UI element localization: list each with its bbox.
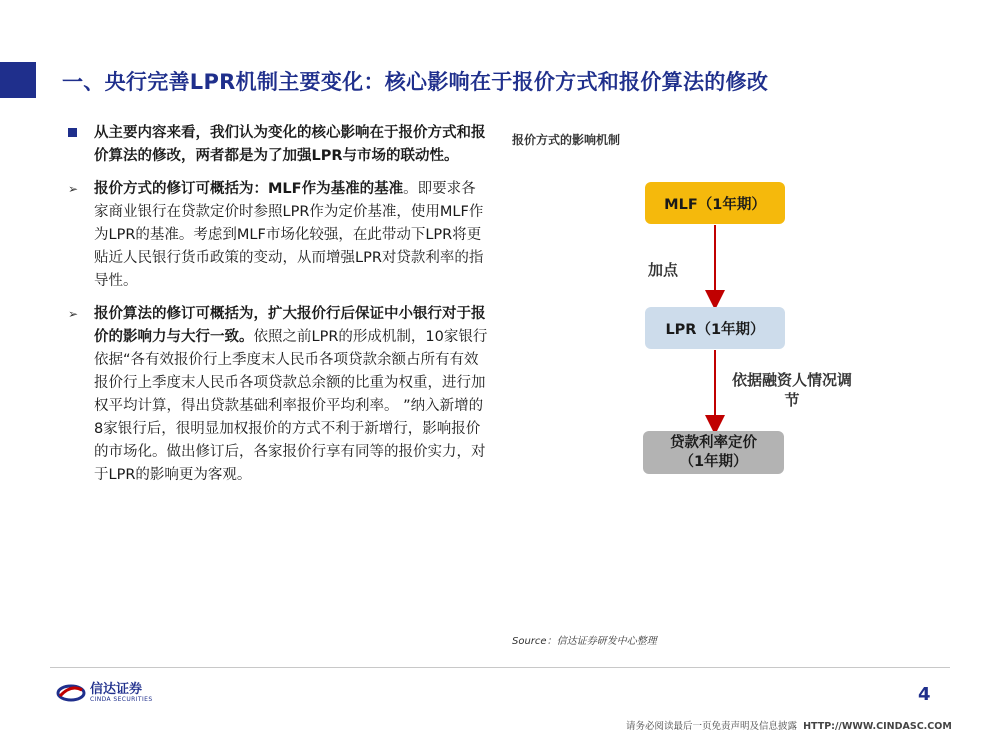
markup-label: 加点 — [648, 261, 679, 279]
bullet-item-1 — [66, 122, 490, 168]
adjust-label: 依据融资人情况调节 — [731, 371, 852, 409]
footer-disclaimer — [626, 718, 952, 732]
source-note: Source：信达证券研发中心整理 — [512, 636, 657, 647]
bullet-item-2 — [66, 178, 490, 293]
arrow-bullet-icon: ➢ — [68, 307, 79, 321]
bullet-item-3 — [66, 303, 490, 487]
loan-rate-line2: （1年期） — [679, 453, 748, 470]
logo-swirl-icon — [56, 682, 86, 704]
company-logo — [56, 682, 153, 704]
bullet-2-bold-text: 报价方式的修订可概括为：MLF作为基准的基准 — [94, 181, 404, 197]
disclaimer-text: 请务必阅读最后一页免责声明及信息披露 — [626, 721, 798, 732]
bullet-2-text: 。即要求各家商业银行在贷款定价时参照LPR作为定价基准，使用MLF作为LPR的基准。考虑到MLF市场化较强，在此带动下LPR将更贴近人民银行货币政策的变动，从而增强LPR对贷款利率的指导性。 — [94, 181, 484, 289]
page-number: 4 — [918, 684, 931, 705]
mlf-box: MLF（1年期） — [645, 182, 785, 224]
bullet-list — [66, 122, 490, 497]
arrow-bullet-icon: ➢ — [68, 182, 79, 196]
loan-rate-line1: 贷款利率定价 — [670, 434, 757, 451]
bullet-3-bold-text: 报价算法的修订可概括为，扩大报价行后保证中小银行对于报价的影响力与大行一致。 — [94, 306, 486, 345]
bullet-3-text: 依照之前LPR的形成机制，10家银行依据“各有效报价行上季度末人民币各项贷款余额占所有有效报价行上季度末人民币各项贷款总余额的比重为权重，进行加权平均计算，得出贷款基础利率报价平均利率。 ”纳入新增的8家银行后，很明显加权报价的方式不利于新增行，影响报价的市场化。做出修订后，各家报价行享有同等的报价实力，对于LPR的影响更为客观。 — [94, 329, 488, 483]
slide-title: 一、央行完善LPR机制主要变化：核心影响在于报价方式和报价算法的修改 — [62, 70, 769, 94]
logo-cn-text: 信达证券 — [90, 682, 143, 697]
loan-rate-box — [643, 431, 784, 474]
title-accent-block — [0, 62, 36, 98]
bullet-1-bold-text: 从主要内容来看，我们认为变化的核心影响在于报价方式和报价算法的修改，两者都是为了加强LPR与市场的联动性。 — [94, 125, 486, 164]
website-link[interactable]: HTTP://WWW.CINDASC.COM — [803, 721, 952, 732]
footer-divider — [50, 667, 950, 668]
logo-en-text: CINDA SECURITIES — [90, 696, 153, 703]
square-bullet-icon — [68, 128, 77, 137]
figure-title: 报价方式的影响机制 — [512, 133, 621, 147]
lpr-box: LPR（1年期） — [645, 307, 785, 349]
